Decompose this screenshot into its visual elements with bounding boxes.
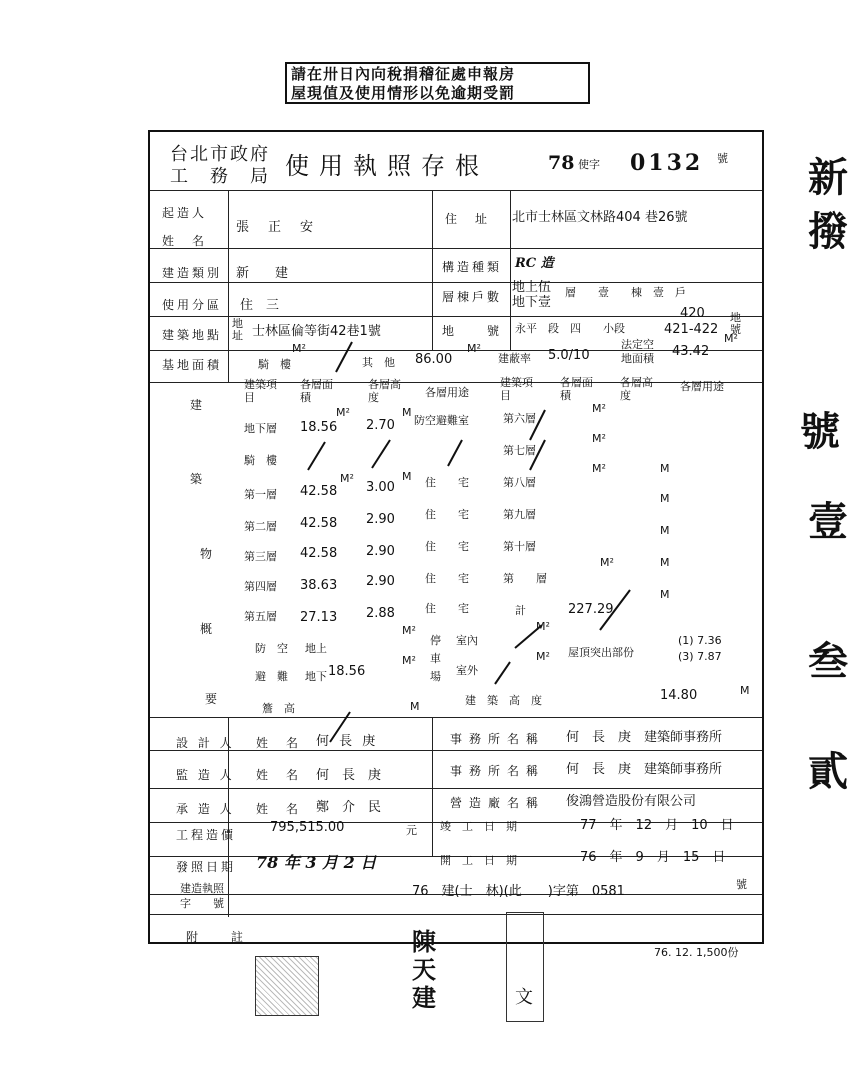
unit-m2: M² — [292, 342, 306, 355]
shelter-below-label: 地下 — [305, 670, 327, 683]
floor-area: 27.13 — [300, 610, 338, 625]
floor-area: 38.63 — [300, 578, 338, 593]
supervisor-name: 何 長 庚 — [316, 768, 382, 783]
floor-use: 住 宅 — [425, 508, 469, 521]
permit-value: 76 建(士 林)(此 )字第 0581 — [412, 884, 625, 899]
unit-m2: M² — [402, 624, 416, 637]
unit-m2: M² — [724, 332, 738, 345]
permit-suffix: 號 — [717, 152, 728, 165]
permit-label-1: 建造執照 — [180, 882, 224, 895]
contractor-company-label: 營造廠名稱 — [450, 796, 546, 810]
total-area: 227.29 — [568, 602, 614, 617]
floor-name-right: 第九層 — [503, 508, 536, 521]
parking-label-3: 場 — [430, 670, 441, 683]
floor-name-right: 第十層 — [503, 540, 536, 553]
supervisor-label: 監 造 人 — [176, 768, 235, 782]
floor-name: 第二層 — [244, 520, 277, 533]
unit-m: M — [402, 470, 412, 483]
unit-m: M — [660, 588, 670, 601]
base-other-label: 其 他 — [362, 356, 395, 369]
unit-m2: M² — [402, 654, 416, 667]
floor-header-area-2: 各層面積 — [560, 376, 593, 402]
parking-outdoor: 室外 — [456, 664, 478, 677]
cost-yuan: 元 — [406, 824, 417, 837]
unit-m2: M² — [340, 472, 354, 485]
roof-label: 屋頂突出部份 — [568, 646, 634, 659]
builder-label-2: 姓 名 — [162, 234, 208, 248]
roof-value-1: (1) 7.36 — [678, 634, 722, 647]
side-char-1: 建 — [190, 398, 206, 412]
floors-label: 層棟戶數 — [442, 290, 503, 304]
unit-m: M — [660, 492, 670, 505]
contractor-label: 承 造 人 — [176, 802, 235, 816]
side-right-char-6: 貳 — [808, 748, 848, 795]
floor-header-use-2: 各層用途 — [680, 380, 724, 393]
building-height-label: 建 築 高 度 — [465, 694, 542, 707]
side-right-char-1: 新 — [808, 154, 848, 201]
site-label: 建築地點 — [162, 328, 223, 342]
permit-label-2: 字 號 — [180, 897, 224, 910]
cost-value: 795,515.00 — [270, 820, 345, 835]
floor-use: 住 宅 — [425, 540, 469, 553]
floor-use: 防空避難室 — [414, 414, 469, 427]
floor-name-right: 第七層 — [503, 444, 536, 457]
floor-height: 2.90 — [366, 512, 395, 527]
lot-number: 421-422 — [664, 322, 719, 337]
shelter-label-1: 防 空 — [255, 642, 288, 655]
base-area-label: 基地面積 — [162, 358, 223, 372]
site-value: 士林區倫等街42巷1號 — [252, 324, 381, 339]
permit-suffix-label: 號 — [736, 878, 747, 891]
floor-use: 住 宅 — [425, 476, 469, 489]
side-char-4: 概 — [200, 622, 216, 636]
floor-name: 第五層 — [244, 610, 277, 623]
name-label: 姓 名 — [256, 736, 302, 750]
build-type-label: 建造類別 — [162, 266, 223, 280]
stamp-name: 陳天建 — [412, 927, 436, 1012]
floor-name-right: 第六層 — [503, 412, 536, 425]
builder-label-1: 起造人 — [162, 206, 208, 220]
floor-name-right: 計 — [515, 604, 526, 617]
floor-name: 第四層 — [244, 580, 277, 593]
designer-label: 設 計 人 — [176, 736, 235, 750]
parking-indoor: 室內 — [456, 634, 478, 647]
zone-label: 使用分區 — [162, 298, 223, 312]
contractor-company: 俊鴻營造股份有限公司 — [566, 794, 697, 809]
floor-height: 2.90 — [366, 544, 395, 559]
name-label: 姓 名 — [256, 768, 302, 782]
floors-above: 地上伍 — [512, 280, 552, 295]
contractor-name: 鄭 介 民 — [316, 800, 382, 815]
floor-header-use: 各層用途 — [425, 386, 469, 399]
floor-height: 2.90 — [366, 574, 395, 589]
floors-below: 地下壹 — [512, 295, 552, 310]
lot-suffix: 地號 — [730, 311, 741, 336]
seal-stamp-right — [506, 912, 544, 1022]
unit-m2: M² — [536, 650, 550, 663]
floor-header-item-2: 建築項目 — [500, 376, 533, 402]
structure-value: RC 造 — [515, 256, 554, 271]
lot-value: 永平 段 四 小段 — [515, 322, 625, 335]
coverage-label: 建蔽率 — [498, 352, 531, 365]
unit-m: M — [660, 462, 670, 475]
unit-m: M — [410, 700, 420, 713]
form-title: 使用執照存根 — [285, 152, 489, 180]
supervisor-office: 何 長 庚 建築師事務所 — [566, 762, 723, 777]
legal-open-label-1: 法定空 — [621, 338, 654, 351]
floor-header-height: 各層高度 — [368, 378, 401, 404]
shelter-above-label: 地上 — [305, 642, 327, 655]
floor-name: 地下層 — [244, 422, 277, 435]
floor-area: 18.56 — [300, 420, 338, 435]
builder-name: 張 正 安 — [236, 220, 317, 235]
permit-word: 使字 — [578, 158, 600, 171]
unit-m2: M² — [600, 556, 614, 569]
shelter-below-value: 18.56 — [328, 664, 366, 679]
coverage-value: 5.0/10 — [548, 348, 590, 363]
unit-m2: M² — [536, 620, 550, 633]
side-char-5: 要 — [205, 692, 221, 706]
build-type-value: 新 建 — [236, 266, 289, 281]
legal-open-value: 43.42 — [672, 344, 710, 359]
agency-line-2: 工 務 局 — [170, 166, 270, 187]
floor-height: 3.00 — [366, 480, 395, 495]
side-right-char-3: 號 — [800, 408, 840, 455]
side-char-2: 築 — [190, 472, 206, 486]
unit-m2: M² — [592, 462, 606, 475]
complete-label: 竣 工 日 期 — [440, 820, 517, 833]
name-label: 姓 名 — [256, 802, 302, 816]
start-label: 開 工 日 期 — [440, 854, 517, 867]
unit-m: M — [660, 524, 670, 537]
floor-use: 住 宅 — [425, 572, 469, 585]
floor-name: 騎 樓 — [244, 454, 277, 467]
shelter-label-2: 避 難 — [255, 670, 288, 683]
floor-name-right: 第八層 — [503, 476, 536, 489]
floor-name-right: 第 層 — [503, 572, 547, 585]
unit-m2: M² — [467, 342, 481, 355]
floor-height: 2.70 — [366, 418, 395, 433]
side-right-char-5: 叁 — [808, 638, 848, 685]
floor-area: 42.58 — [300, 546, 338, 561]
supervisor-office-label: 事務所名稱 — [450, 764, 546, 778]
parking-label-2: 車 — [430, 652, 441, 665]
floor-area: 42.58 — [300, 516, 338, 531]
designer-office: 何 長 庚 建築師事務所 — [566, 730, 723, 745]
designer-office-label: 事務所名稱 — [450, 732, 546, 746]
floor-area: 42.58 — [300, 484, 338, 499]
building-height-value: 14.80 — [660, 688, 698, 703]
unit-m: M — [740, 684, 750, 697]
designer-name: 何 長 庚 — [316, 734, 379, 749]
parking-label-1: 停 — [430, 634, 441, 647]
notice-line-2: 屋現值及使用情形以免逾期受罰 — [291, 84, 516, 102]
unit-m: M — [402, 406, 412, 419]
site-sub-label: 地址 — [232, 317, 243, 342]
zone-value: 住 三 — [240, 298, 280, 313]
stamp-right-char: 文 — [515, 987, 533, 1008]
eave-height-label: 簷 高 — [262, 702, 295, 715]
floor-name: 第一層 — [244, 488, 277, 501]
floor-name: 第三層 — [244, 550, 277, 563]
roof-value-2: (3) 7.87 — [678, 650, 722, 663]
agency-line-1: 台北市政府 — [170, 144, 270, 165]
side-right-char-2: 撥 — [808, 208, 848, 255]
permit-number: 0132 — [630, 150, 704, 176]
legal-open-label-2: 地面積 — [621, 352, 654, 365]
address-value: 北市士林區文林路404 巷26號 — [512, 210, 688, 225]
notice-line-1: 請在卅日內向稅捐稽征處申報房 — [291, 65, 516, 83]
floor-header-area: 各層面積 — [300, 378, 333, 404]
floors-rest: 層 壹 棟 壹 戶 — [565, 286, 686, 299]
unit-m2: M² — [336, 406, 350, 419]
floor-height: 2.88 — [366, 606, 395, 621]
base-annex-label: 騎 樓 — [258, 358, 291, 371]
side-right-char-4: 壹 — [808, 498, 848, 545]
floor-header-item: 建築項目 — [244, 378, 277, 404]
complete-date: 77 年 12 月 10 日 — [580, 818, 734, 833]
permit-year: 78 — [548, 152, 575, 174]
unit-m2: M² — [592, 432, 606, 445]
lot-number-top: 420 — [680, 306, 705, 321]
print-info: 76. 12. 1,500份 — [654, 946, 739, 959]
issue-date: 78 年 3 月 2 日 — [256, 853, 377, 872]
seal-stamp-left — [255, 956, 319, 1016]
structure-label: 構造種類 — [442, 260, 503, 274]
floor-header-height-2: 各層高度 — [620, 376, 653, 402]
issue-label: 發照日期 — [176, 860, 237, 874]
lot-label: 地 號 — [442, 324, 503, 338]
base-other-value: 86.00 — [415, 352, 453, 367]
side-char-3: 物 — [200, 547, 216, 561]
start-date: 76 年 9 月 15 日 — [580, 850, 726, 865]
unit-m: M — [660, 556, 670, 569]
cost-label: 工程造價 — [176, 828, 237, 842]
unit-m2: M² — [592, 402, 606, 415]
floor-use: 住 宅 — [425, 602, 469, 615]
remarks-label: 附 註 — [186, 930, 247, 944]
address-label: 住 址 — [445, 212, 491, 226]
